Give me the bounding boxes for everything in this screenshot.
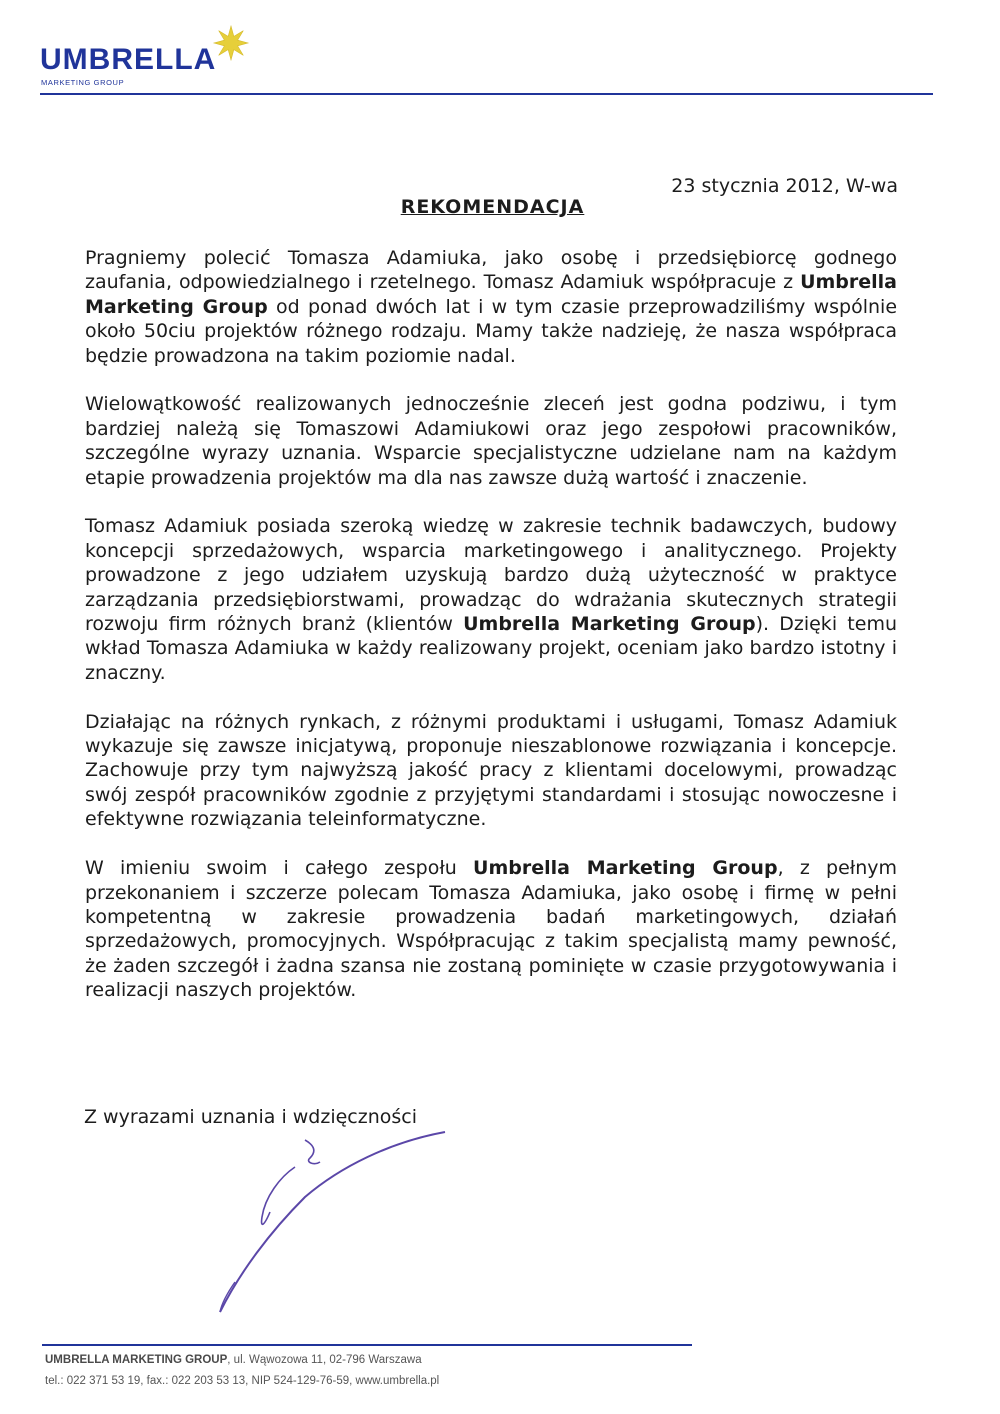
paragraph-1-text-a: Pragniemy polecić Tomasza Adamiuka, jako osobę i przedsiębiorcę godnego zaufania, odpowiedzialnego i rzetelnego. Tomasz Adamiuk współpracuje z [85,247,897,294]
paragraph-5-text-a: W imieniu swoim i całego zespołu [85,857,474,880]
footer-address: , ul. Wąwozowa 11, 02-796 Warszawa [227,1354,422,1366]
footer-address-line [45,1354,422,1366]
sun-star-icon [212,24,250,62]
logo-wordmark: UMBRELLA [40,43,217,76]
paragraph-2: Wielowątkowość realizowanych jednocześnie zleceń jest godna podziwu, i tym bardziej należą się Tomaszowi Adamiukowi oraz jego zespołowi pracowników, szczególne wyrazy uznania. Wsparcie specjalistyczne udzielane nam na każdym etapie prowadzenia projektów ma dla nas zawsze dużą wartość i znaczenie. [85,393,897,489]
paragraph-3 [85,514,897,685]
paragraph-4: Działając na różnych rynkach, z różnymi produktami i usługami, Tomasz Adamiuk wykazuje się zawsze inicjatywą, proponuje nieszablonowe rozwiązania i koncepcje. Zachowuje przy tym najwyższą jakość pracy z klientami docelowymi, prowadząc swój zespół pracowników zgodnie z przyjętymi standardami i stosując nowoczesne i efektywne rozwiązania teleinformatyczne. [85,710,897,831]
paragraph-5 [85,856,897,1002]
paragraph-5-text-b: , z pełnym przekonaniem i szczerze polecam Tomasza Adamiuka, jako osobę i firmę w pełni kompetentną w zakresie prowadzenia badań marketingowych, działań sprzedażowych, promocyjnych. Współpracując z takim specjalistą mamy pewność, że żaden szczegół i żadna szansa nie zostaną pominięte w czasie przygotowywania i realizacji naszych projektów. [85,857,897,1002]
handwritten-signature [210,1122,460,1322]
letter-title: REKOMENDACJA [400,196,585,218]
company-name-bold: Umbrella Marketing Group [85,271,897,318]
header-divider [40,93,933,95]
logo-subtitle: MARKETING GROUP [41,78,125,87]
company-logo [40,40,270,90]
paragraph-1 [85,246,897,368]
paragraph-3-text-b: ). Dzięki temu wkład Tomasza Adamiuka w każdy realizowany projekt, oceniam jako bardzo istotny i znaczny. [85,613,897,684]
footer-company-name: UMBRELLA MARKETING GROUP [45,1354,228,1366]
company-name-bold: Umbrella Marketing Group [473,857,778,880]
closing-salutation: Z wyrazami uznania i wdzięczności [84,1106,418,1128]
paragraph-3-text-a: Tomasz Adamiuk posiada szeroką wiedzę w zakresie technik badawczych, budowy koncepcji sprzedażowych, wsparcia marketingowego i analitycznego. Projekty prowadzone z jego udziałem uzyskują bardzo dużą użyteczność w praktyce zarządzania przedsiębiorstwami, prowadząc do wdrażania skutecznych strategii rozwoju firm różnych branż (klientów [85,515,897,636]
footer-divider [42,1344,692,1346]
paragraph-1-text-b: od ponad dwóch lat i w tym czasie przeprowadziliśmy wspólnie około 50ciu projektów różnego rodzaju. Mamy także nadzieję, że nasza współpraca będzie prowadzona na takim poziomie nadal. [85,295,898,367]
letter-body [85,246,897,1027]
letter-date: 23 stycznia 2012, W-wa [671,175,898,197]
footer-contact-line: tel.: 022 371 53 19, fax.: 022 203 53 13, NIP 524-129-76-59, www.umbrella.pl [45,1375,440,1387]
company-name-bold: Umbrella Marketing Group [463,613,756,636]
